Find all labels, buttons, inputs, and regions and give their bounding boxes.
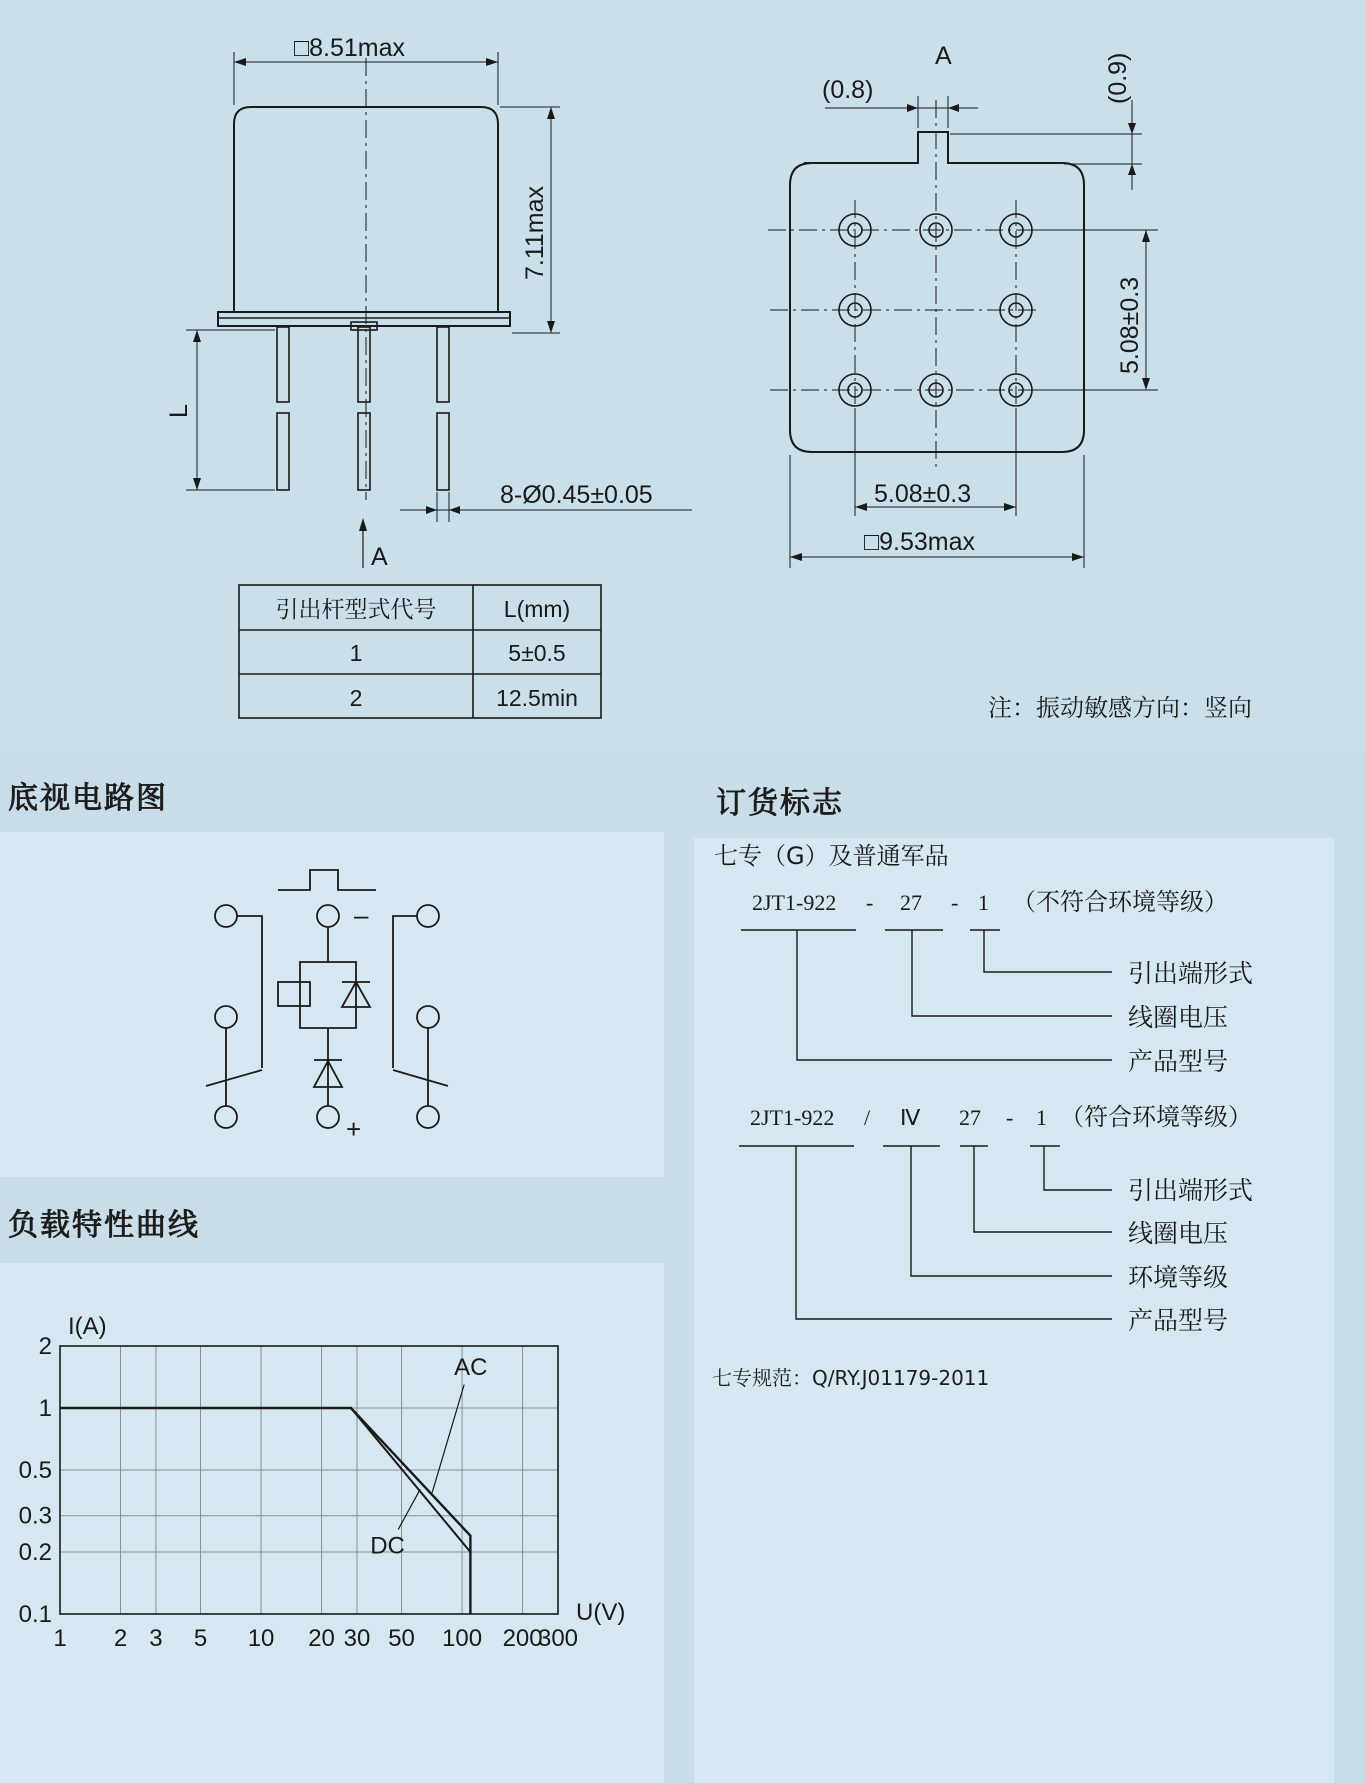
- legend-item: 产品型号: [1128, 1047, 1229, 1076]
- y-axis-label: I(A): [68, 1313, 107, 1340]
- series-label-dc: DC: [370, 1532, 405, 1560]
- plus-sign: +: [346, 1114, 362, 1144]
- x-tick-label: 30: [343, 1625, 371, 1652]
- view-label-a-bottom: A: [935, 42, 952, 70]
- ex1-sep2: -: [951, 890, 959, 915]
- section-title-circuit: 底视电路图: [8, 781, 168, 816]
- dim-base-width: □9.53max: [864, 528, 975, 556]
- y-tick-label: 1: [38, 1395, 52, 1423]
- dim-pin-diameter: 8-Ø0.45±0.05: [500, 481, 653, 509]
- y-tick-label: 0.5: [18, 1457, 52, 1485]
- leader-ac: [432, 1385, 464, 1493]
- minus-sign: –: [354, 900, 369, 930]
- ex1-voltage: 27: [900, 890, 922, 915]
- y-tick-label: 0.2: [18, 1538, 52, 1566]
- dim-height: 7.11max: [521, 185, 549, 280]
- vibration-note: 注：振动敏感方向：竖向: [988, 694, 1252, 722]
- table-cell: 5±0.5: [508, 640, 566, 666]
- ex1-model: 2JT1-922: [752, 890, 837, 915]
- dim-pitch-horizontal: 5.08±0.3: [874, 480, 972, 508]
- legend-item: 环境等级: [1128, 1263, 1229, 1292]
- ex2-sep1: /: [864, 1105, 871, 1130]
- relay-flange: [218, 312, 510, 326]
- x-tick-label: 300: [537, 1625, 579, 1652]
- x-tick-label: 100: [442, 1625, 483, 1652]
- x-tick-label: 10: [247, 1625, 275, 1652]
- series-line-dc: [60, 1408, 470, 1552]
- spec-standard: 七专规范：Q/RY.J01179-2011: [712, 1366, 990, 1390]
- x-tick-label: 50: [388, 1625, 415, 1652]
- legend-item: 引出端形式: [1128, 1176, 1254, 1205]
- legend-item: 产品型号: [1128, 1306, 1229, 1335]
- ex2-sep2: -: [1006, 1105, 1014, 1130]
- legend-item: 线圈电压: [1128, 1003, 1229, 1032]
- y-tick-label: 0.3: [18, 1502, 52, 1530]
- order-subtitle: 七专（G）及普通军品: [714, 842, 949, 870]
- dim-top-width: □8.51max: [294, 34, 405, 62]
- ex1-sep1: -: [866, 890, 874, 915]
- x-tick-label: 20: [308, 1625, 335, 1652]
- dim-lead-length: L: [165, 404, 193, 418]
- table-cell: 12.5min: [496, 685, 578, 711]
- load-chart: [0, 1263, 664, 1783]
- y-tick-label: 2: [38, 1333, 52, 1360]
- series-label-ac: AC: [454, 1353, 488, 1381]
- dim-pitch-vertical: 5.08±0.3: [1116, 276, 1144, 374]
- ex2-env: Ⅳ: [900, 1105, 921, 1130]
- ex2-model: 2JT1-922: [750, 1105, 835, 1130]
- section-title-order: 订货标志: [716, 786, 844, 821]
- relay-pins: [277, 322, 449, 490]
- dim-tab-width: (0.8): [822, 76, 874, 104]
- circuit-diagram: [0, 832, 664, 1177]
- table-header-code: 引出杆型式代号: [275, 597, 437, 623]
- ex2-note: （符合环境等级）: [1060, 1103, 1252, 1131]
- legend-item: 引出端形式: [1128, 959, 1254, 988]
- y-tick-label: 0.1: [18, 1601, 52, 1628]
- x-tick-label: 2: [113, 1625, 128, 1652]
- plot-frame: [60, 1346, 558, 1614]
- ex2-lead: 1: [1036, 1105, 1047, 1130]
- x-tick-label: 3: [149, 1625, 163, 1652]
- dim-tab-height: (0.9): [1104, 52, 1132, 104]
- ex1-note: （不符合环境等级）: [1012, 888, 1228, 916]
- base-outline: [790, 132, 1084, 452]
- ex2-voltage: 27: [959, 1105, 981, 1130]
- x-tick-label: 200: [502, 1625, 543, 1652]
- mechanical-drawing: [0, 0, 1365, 745]
- view-label-a-side: A: [371, 543, 388, 571]
- x-tick-label: 5: [193, 1625, 208, 1652]
- legend-item: 线圈电压: [1128, 1219, 1229, 1248]
- x-axis-label: U(V): [576, 1599, 626, 1626]
- table-cell: 1: [349, 640, 363, 666]
- ex1-lead: 1: [978, 890, 989, 915]
- section-title-load: 负载特性曲线: [8, 1208, 200, 1243]
- x-tick-label: 1: [53, 1625, 67, 1652]
- table-cell: 2: [349, 685, 363, 711]
- table-header-length: L(mm): [503, 596, 571, 622]
